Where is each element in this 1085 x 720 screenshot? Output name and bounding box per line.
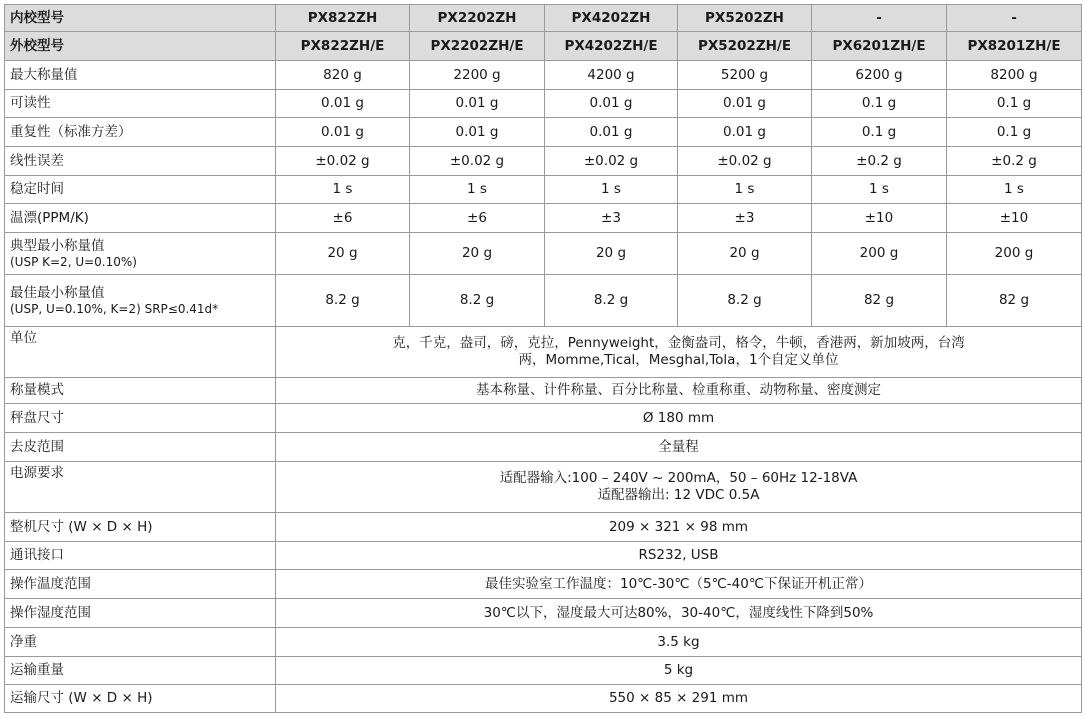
value-cell: ±6 bbox=[410, 204, 545, 233]
value-cell: 4200 g bbox=[545, 61, 678, 90]
row-label: 最佳最小称量值 bbox=[10, 284, 105, 301]
value-cell: 200 g bbox=[947, 233, 1082, 275]
row-label: 重复性（标准方差） bbox=[5, 118, 276, 147]
row-label: 操作湿度范围 bbox=[5, 599, 276, 628]
value-cell: ±0.02 g bbox=[410, 147, 545, 176]
span-cell: 30℃以下，湿度最大可达80%，30-40℃，湿度线性下降到50% bbox=[276, 599, 1082, 628]
span-cell bbox=[276, 327, 1082, 378]
header-row-internal bbox=[5, 5, 1082, 32]
model-cell: - bbox=[947, 5, 1082, 32]
row-label: 称量模式 bbox=[5, 378, 276, 404]
value-cell: 0.01 g bbox=[678, 118, 812, 147]
row-label: 整机尺寸 (W × D × H) bbox=[5, 513, 276, 542]
span-cell: 209 × 321 × 98 mm bbox=[276, 513, 1082, 542]
row-net-weight bbox=[5, 628, 1082, 657]
value-cell: 1 s bbox=[947, 176, 1082, 204]
value-cell: 1 s bbox=[276, 176, 410, 204]
power-input-line: 适配器输入:100 – 240V ~ 200mA，50 – 60Hz 12-18VA bbox=[499, 470, 858, 486]
value-cell: ±6 bbox=[276, 204, 410, 233]
row-label: 操作温度范围 bbox=[5, 570, 276, 599]
value-cell: 5200 g bbox=[678, 61, 812, 90]
value-cell: ±3 bbox=[545, 204, 678, 233]
value-cell: ±0.02 g bbox=[678, 147, 812, 176]
value-cell: 1 s bbox=[410, 176, 545, 204]
value-cell: 200 g bbox=[812, 233, 947, 275]
row-label-block bbox=[5, 233, 276, 275]
row-label: 净重 bbox=[5, 628, 276, 657]
row-label: 通讯接口 bbox=[5, 542, 276, 570]
value-cell: 0.01 g bbox=[545, 90, 678, 118]
row-pan-size bbox=[5, 404, 1082, 433]
value-cell: ±0.2 g bbox=[812, 147, 947, 176]
row-linearity bbox=[5, 147, 1082, 176]
span-cell: 基本称量、计件称量、百分比称量、检重称重、动物称量、密度测定 bbox=[276, 378, 1082, 404]
model-cell: PX5202ZH/E bbox=[678, 32, 812, 61]
header-row-external bbox=[5, 32, 1082, 61]
span-cell: RS232, USB bbox=[276, 542, 1082, 570]
model-cell: PX822ZH bbox=[276, 5, 410, 32]
row-label: 秤盘尺寸 bbox=[5, 404, 276, 433]
span-cell: 3.5 kg bbox=[276, 628, 1082, 657]
value-cell: 20 g bbox=[276, 233, 410, 275]
value-cell: 0.01 g bbox=[276, 118, 410, 147]
model-cell: PX822ZH/E bbox=[276, 32, 410, 61]
row-tare-range bbox=[5, 433, 1082, 462]
value-cell: 1 s bbox=[545, 176, 678, 204]
value-cell: 20 g bbox=[545, 233, 678, 275]
span-cell bbox=[276, 462, 1082, 513]
value-cell: 0.01 g bbox=[276, 90, 410, 118]
value-cell: 0.1 g bbox=[947, 90, 1082, 118]
value-cell: 2200 g bbox=[410, 61, 545, 90]
row-label: 外校型号 bbox=[5, 32, 276, 61]
model-cell: - bbox=[812, 5, 947, 32]
row-label: 典型最小称量值 bbox=[10, 237, 105, 254]
row-label: 去皮范围 bbox=[5, 433, 276, 462]
value-cell: 0.1 g bbox=[947, 118, 1082, 147]
value-cell: 8.2 g bbox=[678, 275, 812, 327]
value-cell: 0.01 g bbox=[545, 118, 678, 147]
row-drift bbox=[5, 204, 1082, 233]
row-best-min-weight bbox=[5, 275, 1082, 327]
row-readability bbox=[5, 90, 1082, 118]
value-cell: 0.01 g bbox=[678, 90, 812, 118]
row-sublabel: (USP K=2, U=0.10%) bbox=[10, 254, 137, 269]
row-units bbox=[5, 327, 1082, 378]
row-label: 稳定时间 bbox=[5, 176, 276, 204]
row-power bbox=[5, 462, 1082, 513]
span-cell: 最佳实验室工作温度：10℃-30℃（5℃-40℃下保证开机正常） bbox=[276, 570, 1082, 599]
span-cell: Ø 180 mm bbox=[276, 404, 1082, 433]
row-typical-min-weight bbox=[5, 233, 1082, 275]
row-sublabel: (USP, U=0.10%, K=2) SRP≤0.41d* bbox=[10, 301, 219, 316]
row-label: 内校型号 bbox=[5, 5, 276, 32]
value-cell: 0.01 g bbox=[410, 118, 545, 147]
row-operating-humidity bbox=[5, 599, 1082, 628]
model-cell: PX4202ZH/E bbox=[545, 32, 678, 61]
value-cell: 8.2 g bbox=[545, 275, 678, 327]
value-cell: 20 g bbox=[678, 233, 812, 275]
span-cell: 550 × 85 × 291 mm bbox=[276, 685, 1082, 713]
value-cell: 0.1 g bbox=[812, 118, 947, 147]
value-cell: ±0.2 g bbox=[947, 147, 1082, 176]
row-operating-temperature bbox=[5, 570, 1082, 599]
row-shipping-dimensions bbox=[5, 685, 1082, 713]
value-cell: 1 s bbox=[678, 176, 812, 204]
model-cell: PX2202ZH/E bbox=[410, 32, 545, 61]
row-dimensions bbox=[5, 513, 1082, 542]
value-cell: 8200 g bbox=[947, 61, 1082, 90]
span-cell: 全量程 bbox=[276, 433, 1082, 462]
row-label: 电源要求 bbox=[5, 462, 276, 513]
value-cell: 8.2 g bbox=[410, 275, 545, 327]
power-output-line: 适配器输出: 12 VDC 0.5A bbox=[597, 487, 760, 503]
model-cell: PX4202ZH bbox=[545, 5, 678, 32]
value-cell: 8.2 g bbox=[276, 275, 410, 327]
value-cell: ±10 bbox=[947, 204, 1082, 233]
row-label: 线性误差 bbox=[5, 147, 276, 176]
value-cell: 0.01 g bbox=[410, 90, 545, 118]
row-label: 运输重量 bbox=[5, 657, 276, 685]
spec-table bbox=[4, 4, 1082, 713]
value-cell: 820 g bbox=[276, 61, 410, 90]
units-line-1: 克，千克，盎司，磅，克拉，Pennyweight，金衡盎司，格令，牛顿，香港两，新加坡两，台湾 bbox=[392, 335, 965, 351]
value-cell: ±3 bbox=[678, 204, 812, 233]
row-max-capacity bbox=[5, 61, 1082, 90]
row-interface bbox=[5, 542, 1082, 570]
row-label: 可读性 bbox=[5, 90, 276, 118]
row-label: 单位 bbox=[5, 327, 276, 378]
model-cell: PX8201ZH/E bbox=[947, 32, 1082, 61]
row-label: 最大称量值 bbox=[5, 61, 276, 90]
value-cell: 82 g bbox=[812, 275, 947, 327]
value-cell: 6200 g bbox=[812, 61, 947, 90]
row-shipping-weight bbox=[5, 657, 1082, 685]
row-label-block bbox=[5, 275, 276, 327]
value-cell: 82 g bbox=[947, 275, 1082, 327]
row-label: 温漂(PPM/K) bbox=[5, 204, 276, 233]
row-stabilization bbox=[5, 176, 1082, 204]
value-cell: ±0.02 g bbox=[276, 147, 410, 176]
row-weighing-modes bbox=[5, 378, 1082, 404]
value-cell: 1 s bbox=[812, 176, 947, 204]
value-cell: 0.1 g bbox=[812, 90, 947, 118]
value-cell: ±10 bbox=[812, 204, 947, 233]
row-label: 运输尺寸 (W × D × H) bbox=[5, 685, 276, 713]
value-cell: ±0.02 g bbox=[545, 147, 678, 176]
model-cell: PX2202ZH bbox=[410, 5, 545, 32]
model-cell: PX5202ZH bbox=[678, 5, 812, 32]
value-cell: 20 g bbox=[410, 233, 545, 275]
model-cell: PX6201ZH/E bbox=[812, 32, 947, 61]
span-cell: 5 kg bbox=[276, 657, 1082, 685]
row-repeatability bbox=[5, 118, 1082, 147]
units-line-2: 两，Momme,Tical，Mesghal,Tola，1个自定义单位 bbox=[518, 352, 839, 368]
